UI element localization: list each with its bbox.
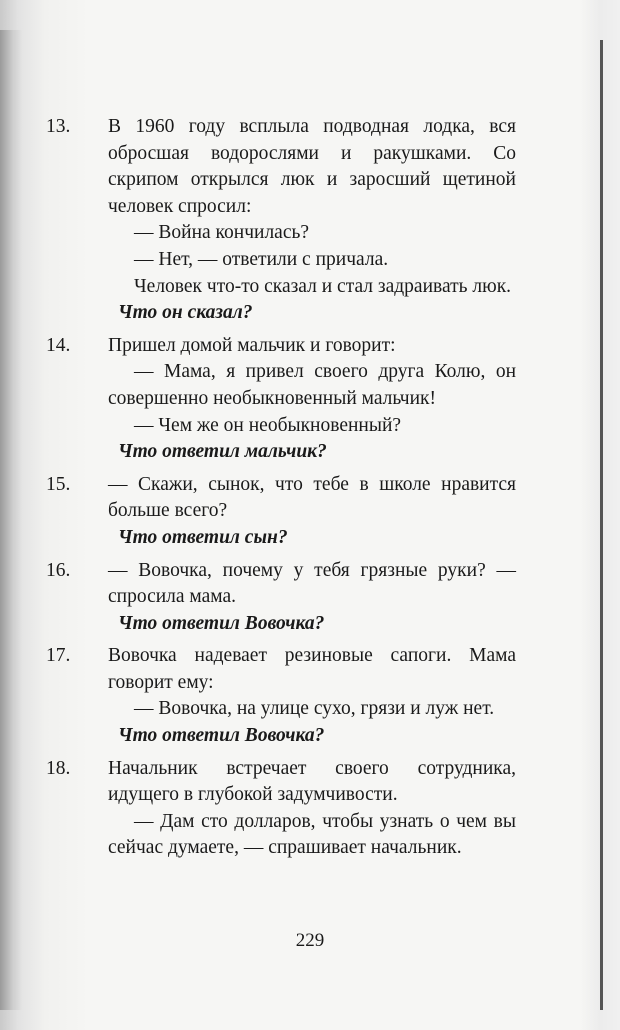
item-number: 13. (46, 116, 71, 137)
item-question: Что ответил Вовочка? (118, 725, 325, 747)
item-paragraph: — Мама, я привел своего друга Колю, он совершенно необыкновенный мальчик! (108, 361, 516, 409)
item-number: 18. (46, 757, 71, 779)
text-body (46, 114, 516, 868)
puzzle-item-17 (46, 643, 516, 749)
item-paragraph: В 1960 году всплыла подводная лодка, вся обросшая водорослями и ракушками. Со скрипом открылся люк и заросший щетиной человек спросил: (108, 116, 516, 217)
puzzle-item-13 (46, 114, 516, 327)
item-question: Что он сказал? (118, 302, 253, 324)
item-paragraph: Пришел домой мальчик и говорит: (108, 334, 396, 356)
item-paragraph: — Вовочка, на улице сухо, грязи и луж нет. (134, 698, 495, 720)
item-paragraph: — Дам сто долларов, чтобы узнать о чем вы сейчас думаете, — спрашивает начальник. (108, 810, 516, 859)
puzzle-item-18 (46, 756, 516, 862)
item-number: 16. (46, 559, 71, 581)
item-question: Что ответил сын? (118, 526, 288, 548)
item-question: Что ответил Вовочка? (118, 612, 325, 634)
item-paragraph: Начальник встречает своего сотрудника, идущего в глубокой задумчивости. (108, 757, 516, 806)
book-spine-shadow (0, 30, 22, 1010)
puzzle-item-14 (46, 333, 516, 466)
item-paragraph: — Война кончилась? (134, 222, 310, 244)
item-paragraph: Человек что-то сказал и стал задраивать люк. (134, 275, 512, 297)
item-question: Что ответил мальчик? (118, 441, 327, 463)
item-paragraph: Вовочка надевает резиновые сапоги. Мама говорит ему: (108, 645, 516, 693)
item-number: 17. (46, 645, 71, 667)
item-paragraph: — Чем же он необыкновенный? (134, 414, 402, 436)
page-edge (600, 40, 603, 1010)
item-paragraph: — Нет, — ответили с причала. (134, 248, 389, 270)
puzzle-item-16 (46, 558, 516, 638)
page-number: 229 (295, 930, 325, 951)
item-paragraph: — Вовочка, почему у тебя грязные руки? — спросила мама. (108, 559, 516, 608)
item-number: 14. (46, 334, 71, 356)
item-paragraph: — Скажи, сынок, что тебе в школе нравится больше всего? (108, 473, 516, 522)
item-number: 15. (46, 473, 71, 495)
puzzle-item-15 (46, 472, 516, 552)
